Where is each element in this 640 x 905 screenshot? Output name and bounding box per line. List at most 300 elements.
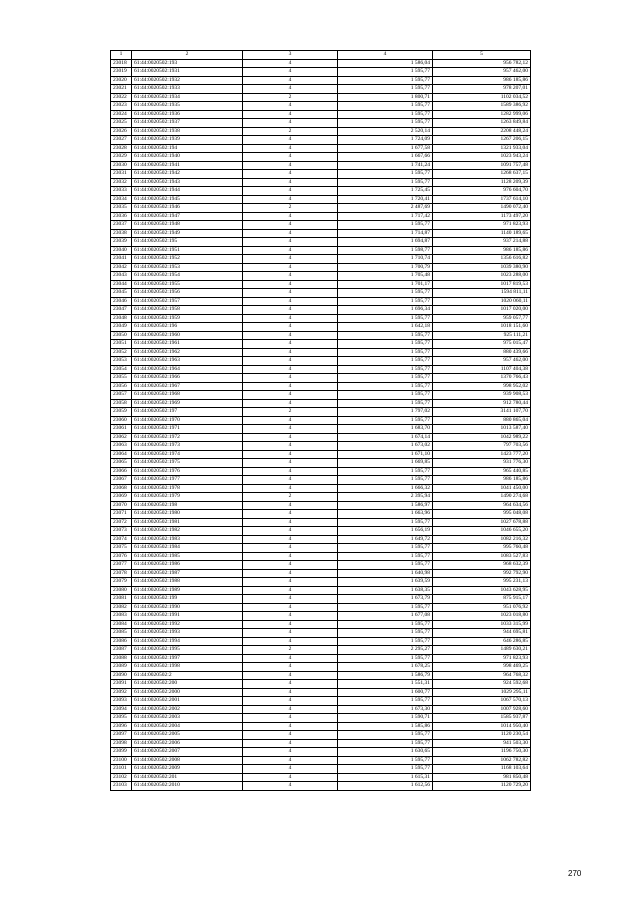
table-row — [111, 204, 531, 213]
table-row — [111, 518, 531, 527]
area-cell: 1 800,71 — [338, 93, 433, 102]
row-number-cell: 23093 — [111, 697, 132, 706]
value-cell: 965 440,85 — [433, 467, 531, 476]
row-number-cell: 23040 — [111, 246, 132, 255]
table-row — [111, 459, 531, 468]
cadastral-number-cell: 61:44:0020502:2005 — [132, 731, 243, 740]
cadastral-number-cell: 61:44:0020502:196 — [132, 323, 243, 332]
area-cell: 1 595,77 — [338, 102, 433, 111]
row-number-cell: 23045 — [111, 289, 132, 298]
value-cell: 2208 448,24 — [433, 127, 531, 136]
cadastral-number-cell: 61:44:0020502:1991 — [132, 612, 243, 621]
value-cell: 941 503,30 — [433, 739, 531, 748]
table-row — [111, 714, 531, 723]
table-row — [111, 756, 531, 765]
value-cell: 998 952,02 — [433, 382, 531, 391]
table-row — [111, 212, 531, 221]
row-number-cell: 23028 — [111, 144, 132, 153]
row-number-cell: 23086 — [111, 637, 132, 646]
row-number-cell: 23065 — [111, 459, 132, 468]
value-cell: 971 823,93 — [433, 221, 531, 230]
category-cell: 4 — [243, 255, 338, 264]
category-cell: 4 — [243, 416, 338, 425]
category-cell: 4 — [243, 399, 338, 408]
value-cell: 1128 209,39 — [433, 178, 531, 187]
category-cell: 4 — [243, 119, 338, 128]
table-row — [111, 255, 531, 264]
table-row — [111, 68, 531, 77]
cadastral-number-cell: 61:44:0020502:2004 — [132, 722, 243, 731]
cadastral-number-cell: 61:44:0020502:1980 — [132, 510, 243, 519]
category-cell: 4 — [243, 306, 338, 315]
cadastral-number-cell: 61:44:0020502:1939 — [132, 136, 243, 145]
category-cell: 4 — [243, 552, 338, 561]
area-cell: 1 595,77 — [338, 170, 433, 179]
cadastral-number-cell: 61:44:0020502:1933 — [132, 85, 243, 94]
table-row — [111, 663, 531, 672]
area-cell: 2 295,27 — [338, 646, 433, 655]
category-cell: 4 — [243, 161, 338, 170]
cadastral-number-cell: 61:44:0020502:2010 — [132, 782, 243, 791]
value-cell: 1370 766,43 — [433, 374, 531, 383]
row-number-cell: 23032 — [111, 178, 132, 187]
value-cell: 964 634,56 — [433, 501, 531, 510]
table-row — [111, 544, 531, 553]
category-cell: 4 — [243, 263, 338, 272]
area-cell: 1 673,30 — [338, 705, 433, 714]
row-number-cell: 23073 — [111, 527, 132, 536]
table-row — [111, 595, 531, 604]
category-cell: 4 — [243, 246, 338, 255]
table-row — [111, 144, 531, 153]
row-number-cell: 23055 — [111, 374, 132, 383]
row-number-cell: 23096 — [111, 722, 132, 731]
row-number-cell: 23067 — [111, 476, 132, 485]
cadastral-number-cell: 61:44:0020502:1948 — [132, 221, 243, 230]
category-cell: 4 — [243, 340, 338, 349]
cadastral-number-cell: 61:44:0020502:1945 — [132, 195, 243, 204]
value-cell: 1013 587,40 — [433, 425, 531, 434]
cadastral-number-cell: 61:44:0020502:1969 — [132, 399, 243, 408]
row-number-cell: 23063 — [111, 442, 132, 451]
area-cell: 1 595,77 — [338, 637, 433, 646]
category-cell: 4 — [243, 569, 338, 578]
cadastral-number-cell: 61:44:0020502:1962 — [132, 348, 243, 357]
area-cell: 1 595,77 — [338, 76, 433, 85]
category-cell: 4 — [243, 484, 338, 493]
value-cell: 1356 616,82 — [433, 255, 531, 264]
table-row — [111, 773, 531, 782]
area-cell: 1 595,77 — [338, 289, 433, 298]
category-cell: 2 — [243, 127, 338, 136]
value-cell: 964 768,32 — [433, 671, 531, 680]
category-cell: 4 — [243, 450, 338, 459]
table-row — [111, 680, 531, 689]
category-cell: 4 — [243, 272, 338, 281]
category-cell: 4 — [243, 280, 338, 289]
area-cell: 1 551,31 — [338, 680, 433, 689]
area-cell: 1 710,74 — [338, 255, 433, 264]
cadastral-number-cell: 61:44:0020502:2001 — [132, 697, 243, 706]
cadastral-number-cell: 61:44:0020502:1956 — [132, 289, 243, 298]
row-number-cell: 23023 — [111, 102, 132, 111]
category-cell: 4 — [243, 382, 338, 391]
category-cell: 4 — [243, 595, 338, 604]
cadastral-number-cell: 61:44:0020502:1937 — [132, 119, 243, 128]
cadastral-number-cell: 61:44:0020502:1963 — [132, 357, 243, 366]
category-cell: 4 — [243, 365, 338, 374]
category-cell: 4 — [243, 374, 338, 383]
area-cell: 1 649,72 — [338, 535, 433, 544]
category-cell: 4 — [243, 518, 338, 527]
cadastral-number-cell: 61:44:0020502:199 — [132, 595, 243, 604]
row-number-cell: 23056 — [111, 382, 132, 391]
value-cell: 995 048,08 — [433, 510, 531, 519]
area-cell: 1 595,77 — [338, 544, 433, 553]
value-cell: 1020 060,11 — [433, 297, 531, 306]
row-number-cell: 23098 — [111, 739, 132, 748]
area-cell: 1 741,24 — [338, 161, 433, 170]
table-row — [111, 280, 531, 289]
category-cell: 4 — [243, 331, 338, 340]
area-cell: 1 595,77 — [338, 765, 433, 774]
value-cell: 956 782,12 — [433, 59, 531, 68]
table-row — [111, 467, 531, 476]
table-row — [111, 671, 531, 680]
value-cell: 981 850,48 — [433, 773, 531, 782]
cadastral-number-cell: 61:44:0020502:1955 — [132, 280, 243, 289]
area-cell: 1 724,09 — [338, 136, 433, 145]
cadastral-number-cell: 61:44:0020502:198 — [132, 501, 243, 510]
cadastral-table-sheet — [110, 50, 530, 791]
category-cell: 4 — [243, 314, 338, 323]
row-number-cell: 23041 — [111, 255, 132, 264]
table-row — [111, 586, 531, 595]
row-number-cell: 23033 — [111, 187, 132, 196]
row-number-cell: 23078 — [111, 569, 132, 578]
table-row — [111, 722, 531, 731]
value-cell: 912 780,44 — [433, 399, 531, 408]
category-cell: 4 — [243, 85, 338, 94]
category-cell: 4 — [243, 705, 338, 714]
row-number-cell: 23034 — [111, 195, 132, 204]
table-row — [111, 535, 531, 544]
cadastral-number-cell: 61:44:0020502:1973 — [132, 442, 243, 451]
cadastral-number-cell: 61:44:0020502:1976 — [132, 467, 243, 476]
cadastral-number-cell: 61:44:0020502:1968 — [132, 391, 243, 400]
cadastral-number-cell: 61:44:0020502:1931 — [132, 68, 243, 77]
table-row — [111, 416, 531, 425]
table-row — [111, 739, 531, 748]
row-number-cell: 23089 — [111, 663, 132, 672]
table-row — [111, 93, 531, 102]
cadastral-number-cell: 61:44:0020502:1960 — [132, 331, 243, 340]
value-cell: 1014 950,40 — [433, 722, 531, 731]
row-number-cell: 23021 — [111, 85, 132, 94]
row-number-cell: 23066 — [111, 467, 132, 476]
value-cell: 1023 943,24 — [433, 153, 531, 162]
cadastral-number-cell: 61:44:0020502:2 — [132, 671, 243, 680]
row-number-cell: 23080 — [111, 586, 132, 595]
category-cell: 4 — [243, 195, 338, 204]
value-cell: 1023 288,00 — [433, 272, 531, 281]
row-number-cell: 23050 — [111, 331, 132, 340]
category-cell: 4 — [243, 348, 338, 357]
value-cell: 1594 811,11 — [433, 289, 531, 298]
category-cell: 4 — [243, 289, 338, 298]
value-cell: 986 185,86 — [433, 246, 531, 255]
table-row — [111, 374, 531, 383]
cadastral-number-cell: 61:44:0020502:195 — [132, 238, 243, 247]
area-cell: 1 638,35 — [338, 586, 433, 595]
cadastral-number-cell: 61:44:0020502:1951 — [132, 246, 243, 255]
value-cell: 1033 315,99 — [433, 620, 531, 629]
area-cell: 1 666,32 — [338, 484, 433, 493]
category-cell: 4 — [243, 765, 338, 774]
row-number-cell: 23019 — [111, 68, 132, 77]
value-cell: 1046 655,20 — [433, 527, 531, 536]
value-cell: 1107 404,38 — [433, 365, 531, 374]
area-cell: 1 595,77 — [338, 110, 433, 119]
area-cell: 1 595,77 — [338, 340, 433, 349]
category-cell: 4 — [243, 739, 338, 748]
category-cell: 2 — [243, 408, 338, 417]
area-cell: 1 595,77 — [338, 374, 433, 383]
page-number: 270 — [568, 869, 582, 878]
category-cell: 4 — [243, 178, 338, 187]
cadastral-number-cell: 61:44:0020502:1997 — [132, 654, 243, 663]
row-number-cell: 23057 — [111, 391, 132, 400]
area-cell: 1 595,77 — [338, 731, 433, 740]
category-cell: 4 — [243, 212, 338, 221]
table-row — [111, 697, 531, 706]
area-cell: 1 586,79 — [338, 671, 433, 680]
cadastral-number-cell: 61:44:0020502:1993 — [132, 629, 243, 638]
area-cell: 1 656,19 — [338, 527, 433, 536]
value-cell: 1018 151,60 — [433, 323, 531, 332]
area-cell: 1 595,77 — [338, 221, 433, 230]
category-cell: 4 — [243, 442, 338, 451]
table-row — [111, 561, 531, 570]
cadastral-number-cell: 61:44:0020502:1971 — [132, 425, 243, 434]
area-cell: 1 696,34 — [338, 306, 433, 315]
category-cell: 4 — [243, 229, 338, 238]
cadastral-number-cell: 61:44:0020502:201 — [132, 773, 243, 782]
cadastral-number-cell: 61:44:0020502:2000 — [132, 688, 243, 697]
area-cell: 2 487,69 — [338, 204, 433, 213]
value-cell: 880 439,66 — [433, 348, 531, 357]
row-number-cell: 23097 — [111, 731, 132, 740]
value-cell: 1489 630,21 — [433, 646, 531, 655]
cadastral-number-cell: 61:44:0020502:1986 — [132, 561, 243, 570]
category-cell: 4 — [243, 561, 338, 570]
value-cell: 1268 637,15 — [433, 170, 531, 179]
value-cell: 986 185,86 — [433, 76, 531, 85]
cadastral-number-cell: 61:44:0020502:1941 — [132, 161, 243, 170]
cadastral-number-cell: 61:44:0020502:1954 — [132, 272, 243, 281]
area-cell: 2 395,94 — [338, 493, 433, 502]
row-number-cell: 23018 — [111, 59, 132, 68]
table-row — [111, 136, 531, 145]
table-row — [111, 382, 531, 391]
cadastral-number-cell: 61:44:0020502:1982 — [132, 527, 243, 536]
table-row — [111, 272, 531, 281]
cadastral-number-cell: 61:44:0020502:1952 — [132, 255, 243, 264]
table-row — [111, 476, 531, 485]
category-cell: 4 — [243, 391, 338, 400]
value-cell: 1039 380,90 — [433, 263, 531, 272]
row-number-cell: 23039 — [111, 238, 132, 247]
area-cell: 1 595,77 — [338, 518, 433, 527]
row-number-cell: 23044 — [111, 280, 132, 289]
value-cell: 1023 018,80 — [433, 612, 531, 621]
value-cell: 1263 849,84 — [433, 119, 531, 128]
category-cell: 4 — [243, 680, 338, 689]
table-row — [111, 119, 531, 128]
column-header-4: 4 — [338, 51, 433, 60]
area-cell: 1 600,77 — [338, 688, 433, 697]
row-number-cell: 23059 — [111, 408, 132, 417]
area-cell: 1 677,08 — [338, 612, 433, 621]
value-cell: 937 214,88 — [433, 238, 531, 247]
area-cell: 1 598,77 — [338, 246, 433, 255]
row-number-cell: 23061 — [111, 425, 132, 434]
table-row — [111, 178, 531, 187]
cadastral-number-cell: 61:44:0020502:1985 — [132, 552, 243, 561]
cadastral-number-cell: 61:44:0020502:1946 — [132, 204, 243, 213]
value-cell: 1267 206,15 — [433, 136, 531, 145]
table-row — [111, 323, 531, 332]
column-header-3: 3 — [243, 51, 338, 60]
cadastral-number-cell: 61:44:0020502:1981 — [132, 518, 243, 527]
area-cell: 1 590,71 — [338, 714, 433, 723]
value-cell: 1490 072,40 — [433, 204, 531, 213]
area-cell: 1 595,77 — [338, 416, 433, 425]
table-body — [111, 59, 531, 790]
value-cell: 986 185,86 — [433, 476, 531, 485]
table-row — [111, 731, 531, 740]
table-row — [111, 705, 531, 714]
value-cell: 1062 782,82 — [433, 756, 531, 765]
row-number-cell: 23025 — [111, 119, 132, 128]
value-cell: 971 823,93 — [433, 654, 531, 663]
column-header-2: 2 — [132, 51, 243, 60]
row-number-cell: 23091 — [111, 680, 132, 689]
area-cell: 1 683,70 — [338, 425, 433, 434]
row-number-cell: 23077 — [111, 561, 132, 570]
category-cell: 4 — [243, 629, 338, 638]
category-cell: 4 — [243, 654, 338, 663]
row-number-cell: 23042 — [111, 263, 132, 272]
value-cell: 646 286,85 — [433, 637, 531, 646]
value-cell: 1067 570,13 — [433, 697, 531, 706]
table-row — [111, 688, 531, 697]
area-cell: 1 669,85 — [338, 459, 433, 468]
area-cell: 1 663,96 — [338, 510, 433, 519]
area-cell: 1 595,77 — [338, 476, 433, 485]
value-cell: 1490 274,68 — [433, 493, 531, 502]
category-cell: 4 — [243, 467, 338, 476]
table-row — [111, 170, 531, 179]
category-cell: 4 — [243, 501, 338, 510]
cadastral-number-cell: 61:44:0020502:1959 — [132, 314, 243, 323]
value-cell: 931 776,30 — [433, 459, 531, 468]
row-number-cell: 23026 — [111, 127, 132, 136]
value-cell: 1282 999,06 — [433, 110, 531, 119]
table-row — [111, 629, 531, 638]
area-cell: 1 671,10 — [338, 450, 433, 459]
area-cell: 1 720,41 — [338, 195, 433, 204]
value-cell: 1042 989,22 — [433, 433, 531, 442]
cadastral-number-cell: 61:44:0020502:197 — [132, 408, 243, 417]
table-row — [111, 391, 531, 400]
category-cell: 4 — [243, 170, 338, 179]
value-cell: 968 632,39 — [433, 561, 531, 570]
area-cell: 1 595,77 — [338, 756, 433, 765]
row-number-cell: 23058 — [111, 399, 132, 408]
table-row — [111, 59, 531, 68]
table-row — [111, 297, 531, 306]
value-cell: 959 057,77 — [433, 314, 531, 323]
value-cell: 925 111,21 — [433, 331, 531, 340]
value-cell: 1737 614,10 — [433, 195, 531, 204]
table-row — [111, 612, 531, 621]
area-cell: 1 667,66 — [338, 153, 433, 162]
table-row — [111, 153, 531, 162]
value-cell: 1585 937,87 — [433, 714, 531, 723]
row-number-cell: 23070 — [111, 501, 132, 510]
cadastral-number-cell: 61:44:0020502:1966 — [132, 374, 243, 383]
table-row — [111, 527, 531, 536]
row-number-cell: 23048 — [111, 314, 132, 323]
row-number-cell: 23071 — [111, 510, 132, 519]
area-cell: 1 595,77 — [338, 348, 433, 357]
table-row — [111, 654, 531, 663]
area-cell: 1 595,77 — [338, 85, 433, 94]
area-cell: 1 797,02 — [338, 408, 433, 417]
row-number-cell: 23020 — [111, 76, 132, 85]
category-cell: 4 — [243, 731, 338, 740]
cadastral-number-cell: 61:44:0020502:2009 — [132, 765, 243, 774]
table-row — [111, 365, 531, 374]
row-number-cell: 23082 — [111, 603, 132, 612]
table-row — [111, 552, 531, 561]
cadastral-number-cell: 61:44:0020502:1970 — [132, 416, 243, 425]
cadastral-number-cell: 61:44:0020502:1974 — [132, 450, 243, 459]
row-number-cell: 23092 — [111, 688, 132, 697]
category-cell: 4 — [243, 748, 338, 757]
value-cell: 1027 678,88 — [433, 518, 531, 527]
cadastral-number-cell: 61:44:0020502:2003 — [132, 714, 243, 723]
table-row — [111, 238, 531, 247]
cadastral-number-cell: 61:44:0020502:1978 — [132, 484, 243, 493]
value-cell: 1083 527,83 — [433, 552, 531, 561]
row-number-cell: 23036 — [111, 212, 132, 221]
area-cell: 1 595,77 — [338, 382, 433, 391]
area-cell: 1 595,77 — [338, 178, 433, 187]
category-cell: 4 — [243, 722, 338, 731]
category-cell: 4 — [243, 773, 338, 782]
value-cell: 957 462,00 — [433, 68, 531, 77]
value-cell: 1102 034,52 — [433, 93, 531, 102]
table-row — [111, 510, 531, 519]
cadastral-number-cell: 61:44:0020502:1990 — [132, 603, 243, 612]
cadastral-number-cell: 61:44:0020502:1975 — [132, 459, 243, 468]
value-cell: 1007 928,60 — [433, 705, 531, 714]
cadastral-number-cell: 61:44:0020502:1953 — [132, 263, 243, 272]
area-cell: 1 700,79 — [338, 263, 433, 272]
cadastral-number-cell: 61:44:0020502:1964 — [132, 365, 243, 374]
